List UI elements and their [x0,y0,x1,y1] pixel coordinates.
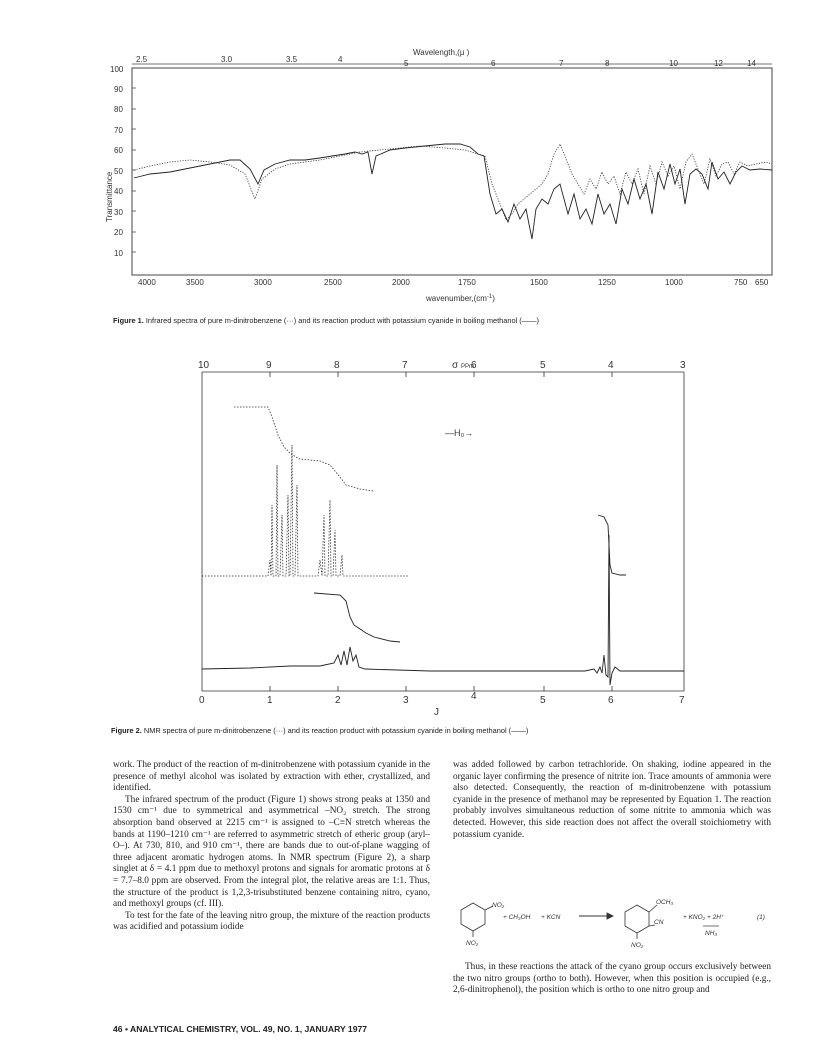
ppm-tick: 8 [334,360,340,371]
reference-ir-trace [134,144,772,220]
reaction-arrow [579,913,613,919]
wn-tick: 650 [755,278,769,287]
wavelength-axis-label: Wavelength,(μ ) [413,48,470,57]
paragraph: work. The product of the reaction of m-dinitrobenzene with potassium cyanide in the presence of methyl alcohol was isolated by extraction with ether, crystallized, and identified. [113,760,430,794]
tau-tick: 1 [267,695,273,706]
y-tick: 10 [114,249,123,258]
product-ir-trace [134,144,772,239]
reference-nmr-trace [202,445,408,576]
equation-number: (1) [757,914,765,921]
tau-tick: 0 [199,695,205,706]
ppm-tick: 9 [266,360,272,371]
wn-tick: 3000 [254,278,272,287]
cyano-group-label: CN [654,919,664,926]
y-tick: 20 [114,228,123,237]
y-tick: 60 [114,146,123,155]
y-tick: 80 [114,105,123,114]
methanol-label: + CH₃OH [503,914,531,921]
ho-arrow-label: —H₀→ [445,428,474,438]
wl-tick: 10 [669,59,678,68]
nitro-group-label: NO₂ [631,942,644,949]
wn-tick: 1000 [665,278,683,287]
ppm-tick: 6 [471,360,477,371]
wl-tick: 8 [605,59,610,68]
wavenumber-ticks [138,278,769,287]
figure2-caption: Figure 2. NMR spectra of pure m-dinitrobenzene (···) and its reaction product with potassium cyanide in boiling methanol (——) [111,726,529,735]
left-text-column [113,760,430,934]
y-tick: 30 [114,208,123,217]
wn-tick: 750 [734,278,748,287]
y-tick: 40 [114,187,123,196]
y-tick: 50 [114,167,123,176]
ammonia-label: NH₃ [705,930,717,937]
wavenumber-axis-label: $wavenumber,(cm^{-1})$ [426,294,495,303]
tau-tick: 4 [471,691,477,702]
y-tick: 90 [114,85,123,94]
wl-tick: 4 [338,55,343,64]
wn-tick: 2500 [324,278,342,287]
ppm-tick: 4 [608,360,614,371]
nmr-spectrum-figure [190,355,700,720]
y-tick: 70 [114,126,123,135]
products-label: + KNO₂ + 2H⁺ [683,914,725,921]
equation-1 [455,895,775,957]
wl-tick: 2.5 [136,55,148,64]
product-integral [314,593,400,642]
ir-spectrum-figure [100,44,790,314]
y-tick: 100 [110,65,124,74]
paragraph: The infrared spectrum of the product (Figure 1) shows strong peaks at 1350 and 1530 cm⁻¹ due to symmetrical and asymmetrical –NO₂ stretch. The strong absorption band observed at 2215 cm⁻¹ is assigned to –C≡N stretch whereas the bands at 1190–1210 cm⁻¹ are referred to asymmetric stretch of etheric group (aryl–O–). At 730, 810, and 910 cm⁻¹, there are bands due to out-of-plane wagging of three adjacent aromatic hydrogen atoms. In NMR spectrum (Figure 2), a sharp singlet at δ = 4.1 ppm due to methoxyl protons and signals for aromatic protons at δ = 7.7–8.0 ppm are observed. From the integral plot, the relative areas are 1:1. Thus, the structure of the product is 1,2,3-trisubstituted benzene containing nitro, cyano, and methoxyl groups (cf. III). [113,794,430,910]
tau-tick: 5 [540,695,546,706]
wn-tick: 4000 [138,278,156,287]
nitro-group-label: NO₂ [466,940,479,947]
figure1-caption: Figure 1. Infrared spectra of pure m-dinitrobenzene (···) and its reaction product with potassium cyanide in boiling methanol (——) [113,316,539,325]
wn-tick: 2000 [392,278,410,287]
wl-tick: 7 [559,59,564,68]
ir-plot-frame [132,68,772,275]
wn-tick: 1500 [530,278,548,287]
tau-tick: 7 [679,695,685,706]
wl-tick: 3.0 [221,55,233,64]
wl-tick: 5 [404,59,409,68]
ppm-tick: 7 [402,360,408,371]
right-text-column-top [453,760,771,841]
page-footer: 46 • ANALYTICAL CHEMISTRY, VOL. 49, NO. 1, JANUARY 1977 [113,1024,368,1034]
product-methoxyl-integral [598,515,626,575]
paragraph: was added followed by carbon tetrachloride. On shaking, iodine appeared in the organic layer confirming the presence of nitrite ion. Trace amounts of ammonia were also detected. Consequently, the reaction of m-dinitrobenzene with potassium cyanide in the presence of methanol may be represented by Equation 1. The reaction probably involves simultaneous reduction of some nitrite to ammonia which was detected. However, this side reaction does not affect the overall stoichiometry with potassium cyanide. [453,760,771,840]
tau-tick: 2 [335,695,341,706]
product-nmr-trace [202,535,684,685]
kcn-label: + KCN [541,914,561,921]
wn-tick: 1750 [458,278,476,287]
ppm-ticks [198,360,686,371]
nitro-group-label: NO₂ [492,902,505,909]
ppm-tick: 10 [198,360,210,371]
paragraph: Thus, in these reactions the attack of the cyano group occurs exclusively between the two nitro groups (ortho to both). However, when this position is occupied (e.g., 2,6-dinitrophenol), the position which is ortho to one nitro group and [453,962,771,996]
ppm-tick: 3 [680,360,686,371]
wl-tick: 6 [491,59,496,68]
wn-tick: 1250 [598,278,616,287]
tau-tick: 6 [608,695,614,706]
transmittance-label: Transmittance [105,171,114,222]
right-text-column-bottom [453,962,771,997]
tau-label: J [434,707,439,718]
paragraph: To test for the fate of the leaving nitro group, the mixture of the reaction products was acidified and potassium iodide [113,910,430,933]
reference-integral [234,407,373,491]
benzene-ring-reactant [461,903,493,937]
ppm-tick: 5 [540,360,546,371]
wl-tick: 12 [714,59,723,68]
wl-tick: 3.5 [286,55,298,64]
tau-ticks [199,691,685,706]
methoxy-group-label: OCH₃ [656,899,674,906]
wl-tick: 14 [747,59,756,68]
benzene-ring-product [625,905,657,939]
tau-tick: 3 [403,695,409,706]
sigma-label: σ PPm [452,360,474,371]
wn-tick: 3500 [186,278,204,287]
